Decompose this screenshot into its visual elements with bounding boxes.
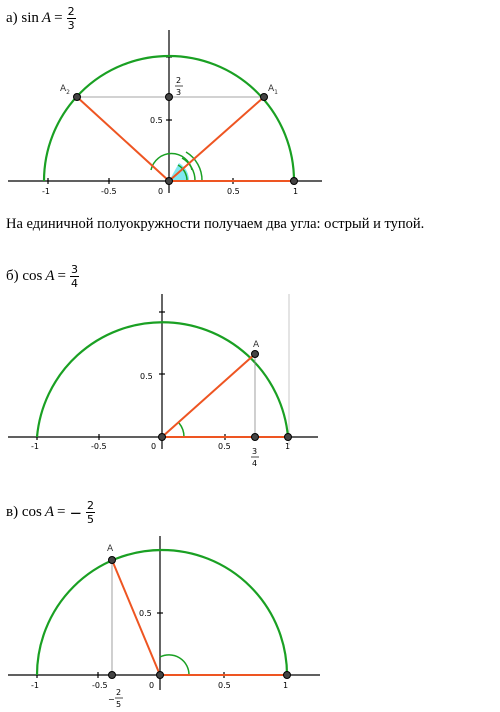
point-origin bbox=[157, 672, 164, 679]
radius-to-a2 bbox=[77, 97, 169, 181]
heading-b-den: 4 bbox=[71, 277, 79, 290]
point-a bbox=[252, 351, 259, 358]
angle-arc bbox=[160, 655, 189, 675]
y-mark-denominator: 3 bbox=[176, 88, 182, 97]
tick-label: 0 bbox=[149, 681, 155, 690]
label-a: A bbox=[253, 340, 260, 350]
tick-label: 0.5 bbox=[218, 442, 231, 451]
tick-label: 0.5 bbox=[218, 681, 231, 690]
label-a2 bbox=[60, 84, 70, 96]
heading-b-var: A bbox=[45, 268, 55, 284]
heading-b-eq: = bbox=[57, 268, 67, 284]
tick-label: 0 bbox=[158, 187, 164, 196]
diagram-part-c bbox=[0, 530, 500, 712]
tick-label: -0.5 bbox=[91, 442, 107, 451]
heading-c-eq: = bbox=[57, 504, 66, 520]
heading-c-var: A bbox=[44, 504, 54, 520]
radius-to-a bbox=[162, 354, 255, 437]
point-origin bbox=[166, 178, 173, 185]
x-mark-denominator: 5 bbox=[116, 700, 122, 709]
heading-a-eq: = bbox=[54, 10, 63, 26]
tick-label: -0.5 bbox=[92, 681, 108, 690]
heading-c-sign: − bbox=[69, 503, 83, 522]
tick-label: 0.5 bbox=[227, 187, 240, 196]
obtuse-angle-arc bbox=[151, 154, 192, 170]
angle-arc bbox=[179, 423, 184, 437]
point-a bbox=[109, 557, 116, 564]
tick-label: -1 bbox=[42, 187, 50, 196]
heading-c-den: 5 bbox=[87, 513, 95, 526]
label-a1 bbox=[268, 84, 278, 96]
heading-a-den: 3 bbox=[67, 19, 75, 32]
label-a1-sub: 1 bbox=[274, 89, 278, 96]
point-x-mark bbox=[109, 672, 116, 679]
heading-b-prefix: б) cos bbox=[6, 268, 43, 284]
heading-b-num: 3 bbox=[71, 263, 79, 276]
label-a2-letter: A bbox=[60, 84, 67, 94]
label-a: A bbox=[107, 544, 114, 554]
y-tick-label: 0.5 bbox=[140, 372, 153, 381]
heading-a-var: A bbox=[41, 10, 52, 26]
x-mark-numerator: 2 bbox=[116, 688, 122, 697]
tick-label: 1 bbox=[285, 442, 291, 451]
point-y-mark bbox=[166, 94, 173, 101]
x-mark-numerator: 3 bbox=[252, 447, 258, 456]
tick-label: 1 bbox=[283, 681, 289, 690]
point-one bbox=[284, 672, 291, 679]
heading-c-num: 2 bbox=[87, 499, 95, 512]
point-x-mark bbox=[252, 434, 259, 441]
heading-a-num: 2 bbox=[67, 5, 75, 18]
heading-part-b bbox=[6, 264, 79, 289]
tick-label: 1 bbox=[293, 187, 299, 196]
diagram-part-b bbox=[0, 290, 500, 480]
y-tick-label: 0.5 bbox=[139, 609, 152, 618]
point-one bbox=[291, 178, 298, 185]
radius-to-a bbox=[112, 560, 160, 675]
x-mark-sign: − bbox=[108, 695, 115, 704]
heading-part-c bbox=[6, 500, 95, 525]
explanation-text: На единичной полуокружности получаем два угла: острый и тупой. bbox=[6, 216, 425, 232]
heading-b-fraction bbox=[70, 264, 79, 289]
tick-label: -1 bbox=[31, 681, 39, 690]
tick-label: 0 bbox=[151, 442, 157, 451]
heading-a-prefix: а) sin bbox=[6, 10, 39, 26]
heading-c-fraction bbox=[86, 500, 95, 525]
label-a2-sub: 2 bbox=[66, 89, 70, 96]
point-origin bbox=[159, 434, 166, 441]
point-one bbox=[285, 434, 292, 441]
tick-label: -1 bbox=[31, 442, 39, 451]
tick-label: -0.5 bbox=[101, 187, 117, 196]
point-a1 bbox=[261, 94, 268, 101]
point-a2 bbox=[74, 94, 81, 101]
x-mark-denominator: 4 bbox=[252, 459, 258, 468]
radius-to-a1 bbox=[169, 97, 264, 181]
diagram-part-a bbox=[0, 0, 500, 205]
label-a1-letter: A bbox=[268, 84, 275, 94]
heading-c-prefix: в) cos bbox=[6, 504, 42, 520]
y-tick-label: 0.5 bbox=[150, 116, 163, 125]
y-mark-numerator: 2 bbox=[176, 76, 182, 85]
